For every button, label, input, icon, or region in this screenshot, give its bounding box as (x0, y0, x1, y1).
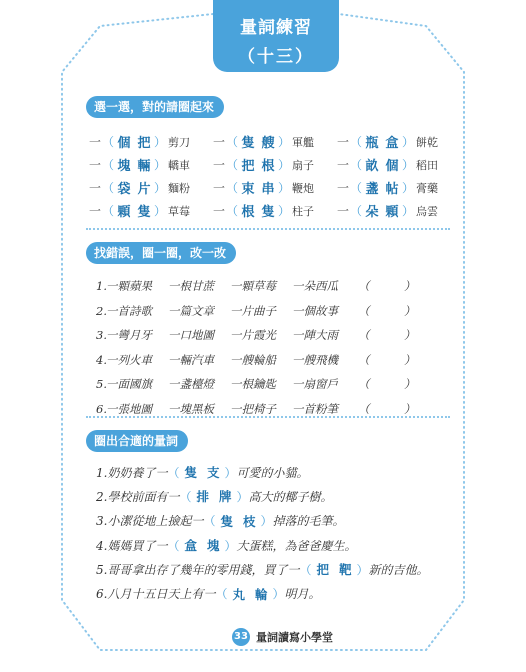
measure-one: 一 (212, 204, 225, 218)
paren-open: （ (226, 158, 239, 172)
choice-item (212, 155, 336, 174)
choice-item (336, 201, 460, 220)
phrase[interactable]: 一把椅子 (230, 401, 276, 416)
option-b[interactable]: 支 (206, 465, 220, 481)
paren-close: ） (402, 181, 415, 195)
sentence-row (96, 557, 476, 581)
sentence-prefix: 2.學校前面有一 (96, 489, 180, 504)
phrase[interactable]: 一陣大雨 (292, 328, 338, 343)
section1-heading: 選一選，對的請圈起來 (86, 96, 224, 118)
question-row (88, 176, 468, 199)
option-a[interactable]: 隻 (220, 513, 233, 529)
paren-open: （ (215, 587, 228, 602)
paren-open: （ (226, 181, 239, 195)
option-b[interactable]: 顆 (385, 205, 399, 220)
sentence-prefix: 1.奶奶養了一 (96, 465, 168, 480)
answer-choices (299, 560, 368, 578)
title-tab (213, 0, 339, 72)
choice-item (88, 178, 212, 197)
phrase[interactable]: 一個故事 (292, 303, 338, 318)
page-number: 33 (232, 628, 250, 646)
question-row (88, 199, 468, 222)
phrase[interactable]: 一扇窗戶 (292, 377, 338, 392)
sentence-row (96, 581, 476, 605)
paren-open: （ (350, 158, 363, 172)
noun-word: 烏雲 (416, 204, 439, 218)
option-b[interactable]: 艘 (261, 136, 275, 151)
sentence-suffix: 可愛的小貓。 (236, 465, 309, 480)
measure-one: 一 (212, 158, 225, 172)
phrase[interactable]: 一盞檯燈 (168, 377, 214, 392)
phrase[interactable]: 一篇文章 (168, 303, 214, 318)
option-a[interactable]: 把 (241, 159, 255, 174)
divider (86, 228, 450, 230)
option-b[interactable]: 個 (385, 159, 399, 174)
paren-open: （ (203, 514, 216, 529)
answer-blank[interactable]: （ ） (358, 401, 416, 416)
noun-word: 柱子 (292, 204, 315, 218)
choice-item (336, 178, 460, 197)
option-a[interactable]: 隻 (241, 136, 255, 151)
paren-close: ） (278, 135, 291, 149)
paren-open: （ (350, 204, 363, 218)
item-number: 6. (96, 401, 107, 416)
answer-blank[interactable]: （ ） (358, 377, 416, 392)
paren-close: ） (278, 181, 291, 195)
option-a[interactable]: 塊 (117, 159, 131, 174)
option-a[interactable]: 顆 (117, 205, 131, 220)
sentence-row (96, 509, 476, 533)
option-b[interactable]: 靶 (338, 562, 352, 578)
paren-close: ） (278, 204, 291, 218)
option-b[interactable]: 盒 (385, 136, 399, 151)
paren-open: （ (179, 489, 192, 504)
answer-blank[interactable]: （ ） (358, 352, 416, 367)
paren-open: （ (102, 158, 115, 172)
noun-word: 轎車 (168, 158, 191, 172)
error-row (96, 299, 456, 324)
phrase[interactable]: 一艘飛機 (292, 352, 338, 367)
paren-open: （ (350, 135, 363, 149)
answer-choices (179, 487, 248, 505)
divider (86, 416, 450, 418)
noun-word: 鞭炮 (292, 181, 315, 195)
question-row (88, 153, 468, 176)
option-b[interactable]: 帖 (385, 182, 399, 197)
option-b[interactable]: 輪 (254, 586, 268, 602)
section2-list (96, 274, 456, 421)
measure-one: 一 (212, 135, 225, 149)
sentence-suffix: 大蛋糕，為爸爸慶生。 (236, 538, 357, 553)
section3-heading: 圈出合適的量詞 (86, 430, 188, 452)
paren-close: ） (154, 181, 167, 195)
paren-close: ） (356, 562, 369, 577)
paren-open: （ (167, 465, 180, 480)
paren-close: ） (224, 465, 237, 480)
noun-word: 剪刀 (168, 135, 191, 149)
option-b[interactable]: 塊 (206, 538, 220, 554)
option-a[interactable]: 瓶 (365, 136, 379, 151)
option-a[interactable]: 盒 (184, 538, 197, 554)
option-b[interactable]: 隻 (137, 205, 151, 220)
error-row (96, 274, 456, 299)
item-number: 5. (96, 377, 107, 392)
answer-blank[interactable]: （ ） (358, 303, 416, 318)
choice-item (212, 178, 336, 197)
item-number: 1. (96, 279, 107, 294)
measure-one: 一 (88, 135, 101, 149)
option-a[interactable]: 個 (117, 136, 131, 151)
noun-word: 稻田 (416, 158, 439, 172)
section1-grid (88, 130, 468, 222)
phrase[interactable]: 一口地圖 (168, 328, 214, 343)
option-b[interactable]: 枝 (242, 513, 256, 529)
option-a[interactable]: 排 (196, 489, 209, 505)
sentence-suffix: 明月。 (284, 587, 321, 602)
measure-one: 一 (212, 181, 225, 195)
choice-item (336, 155, 460, 174)
noun-word: 膏藥 (416, 181, 439, 195)
item-number: 2. (96, 303, 107, 318)
sentence-suffix: 新的吉他。 (368, 562, 429, 577)
answer-choices (215, 585, 284, 603)
phrase[interactable]: 一首粉筆 (292, 401, 338, 416)
sentence-prefix: 5.哥哥拿出存了幾年的零用錢，買了一 (96, 562, 300, 577)
noun-word: 扇子 (292, 158, 315, 172)
answer-blank[interactable]: （ ） (358, 279, 416, 294)
paren-open: （ (350, 181, 363, 195)
noun-word: 餅乾 (416, 135, 439, 149)
paren-open: （ (167, 538, 180, 553)
option-b[interactable]: 串 (261, 182, 275, 197)
book-title: 量詞讀寫小學堂 (256, 631, 333, 644)
option-a[interactable]: 畝 (365, 159, 379, 174)
sentence-suffix: 高大的椰子樹。 (248, 489, 333, 504)
choice-item (88, 201, 212, 220)
paren-close: ） (236, 489, 249, 504)
answer-choices (167, 463, 236, 481)
page-subtitle: （十三） (238, 47, 314, 67)
answer-choices (203, 512, 272, 530)
paren-open: （ (226, 204, 239, 218)
sentence-row (96, 460, 476, 484)
sentence-suffix: 掉落的毛筆。 (272, 514, 345, 529)
option-a[interactable]: 袋 (117, 182, 131, 197)
phrase[interactable]: 一根甘蔗 (168, 279, 214, 294)
paren-close: ） (402, 158, 415, 172)
phrase[interactable]: 一列火車 (106, 352, 152, 367)
error-row (96, 323, 456, 348)
option-b[interactable]: 輛 (137, 159, 151, 174)
paren-open: （ (102, 204, 115, 218)
choice-item (212, 201, 336, 220)
phrase[interactable]: 一首詩歌 (106, 303, 152, 318)
option-b[interactable]: 片 (137, 182, 151, 197)
measure-one: 一 (88, 204, 101, 218)
measure-one: 一 (336, 158, 349, 172)
option-a[interactable]: 隻 (184, 465, 197, 481)
paren-open: （ (102, 181, 115, 195)
choice-item (212, 132, 336, 151)
paren-close: ） (154, 158, 167, 172)
option-a[interactable]: 盞 (365, 182, 379, 197)
paren-close: ） (154, 204, 167, 218)
option-b[interactable]: 隻 (261, 205, 275, 220)
paren-close: ） (278, 158, 291, 172)
choice-item (88, 132, 212, 151)
phrase[interactable]: 一輛汽車 (168, 352, 214, 367)
phrase[interactable]: 一塊黑板 (168, 401, 214, 416)
option-b[interactable]: 根 (261, 159, 275, 174)
phrase[interactable]: 一顆蘋果 (106, 279, 152, 294)
noun-word: 麵粉 (168, 181, 191, 195)
phrase[interactable]: 一片曲子 (230, 303, 276, 318)
paren-open: （ (226, 135, 239, 149)
option-b[interactable]: 把 (137, 136, 151, 151)
item-number: 3. (96, 328, 107, 343)
item-number: 4. (96, 352, 107, 367)
option-a[interactable]: 丸 (232, 586, 245, 602)
measure-one: 一 (88, 181, 101, 195)
measure-one: 一 (336, 135, 349, 149)
measure-one: 一 (336, 181, 349, 195)
choice-item (336, 132, 460, 151)
phrase[interactable]: 一張地圖 (106, 401, 152, 416)
paren-close: ） (260, 514, 273, 529)
paren-open: （ (102, 135, 115, 149)
page-title: 量詞練習 (240, 18, 312, 38)
measure-one: 一 (336, 204, 349, 218)
phrase[interactable]: 一彎月牙 (106, 328, 152, 343)
answer-choices (167, 536, 236, 554)
paren-close: ） (402, 135, 415, 149)
phrase[interactable]: 一顆草莓 (230, 279, 276, 294)
choice-item (88, 155, 212, 174)
option-a[interactable]: 束 (241, 182, 255, 197)
sentence-prefix: 6.八月十五日天上有一 (96, 587, 216, 602)
paren-close: ） (272, 587, 285, 602)
answer-blank[interactable]: （ ） (358, 328, 416, 343)
option-b[interactable]: 牌 (218, 489, 232, 505)
phrase[interactable]: 一朵西瓜 (292, 279, 338, 294)
sentence-prefix: 3.小潔從地上撿起一 (96, 514, 204, 529)
error-row (96, 348, 456, 373)
error-row (96, 372, 456, 397)
paren-close: ） (154, 135, 167, 149)
phrase[interactable]: 一根鑰匙 (230, 377, 276, 392)
paren-open: （ (299, 562, 312, 577)
measure-one: 一 (88, 158, 101, 172)
sentence-row (96, 533, 476, 557)
option-a[interactable]: 把 (316, 562, 329, 578)
sentence-prefix: 4.媽媽買了一 (96, 538, 168, 553)
paren-close: ） (224, 538, 237, 553)
option-a[interactable]: 朵 (365, 205, 379, 220)
noun-word: 軍艦 (292, 135, 315, 149)
noun-word: 草莓 (168, 204, 191, 218)
phrase[interactable]: 一艘輪船 (230, 352, 276, 367)
section3-list (96, 460, 476, 606)
phrase[interactable]: 一片霞光 (230, 328, 276, 343)
paren-close: ） (402, 204, 415, 218)
page-footer (232, 628, 333, 646)
section2-heading: 找錯誤，圈一圈，改一改 (86, 242, 236, 264)
phrase[interactable]: 一面國旗 (106, 377, 152, 392)
sentence-row (96, 484, 476, 508)
option-a[interactable]: 根 (241, 205, 255, 220)
question-row (88, 130, 468, 153)
